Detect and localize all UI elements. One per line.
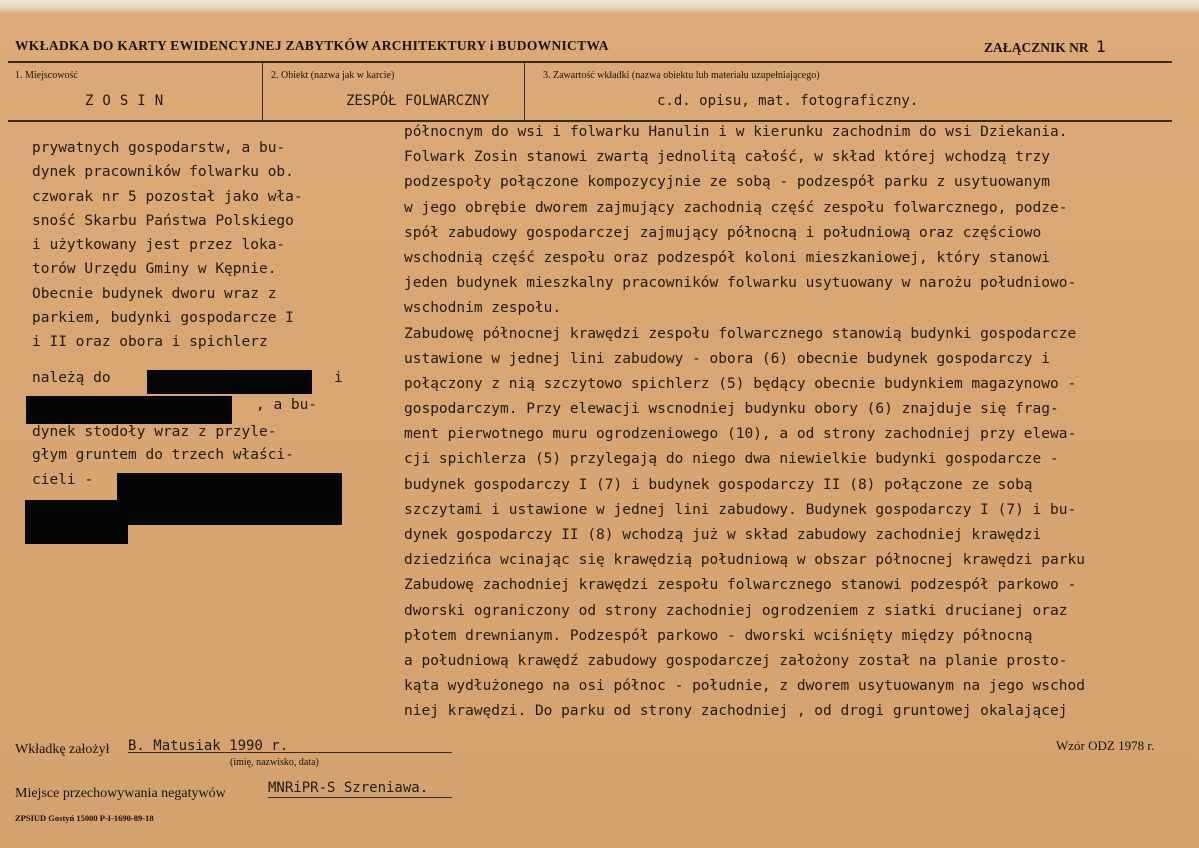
text-line: prywatnych gospodarstw, a bu- <box>32 140 286 156</box>
attachment-label: ZAŁĄCZNIK NR <box>984 40 1089 55</box>
text-line: Folwark Zosin stanowi zwartą jednolitą całość, w skład której wchodzą trzy <box>404 149 1051 166</box>
printer-imprint: ZPSIUD Gostyń 15000 P-I-1690-89-18 <box>15 813 154 823</box>
text-line: dworski ograniczony od strony zachodniej ogrodzeniem z siatki drucianej oraz <box>404 602 1068 619</box>
text-line: cji spichlerza (5) przylegają do niego dwa niewielkie budynki gospodarcze - <box>404 451 1059 468</box>
template-version: Wzór ODZ 1978 r. <box>1056 738 1155 753</box>
locality-value: ZOSIN <box>85 93 173 109</box>
text-line-owners-end: cieli - <box>32 472 94 488</box>
text-line: dynek stodoły wraz z przyle- <box>32 424 277 440</box>
contents-label: 3. Zawartość wkładki (nazwa obiektu lub materiału uzupełniającego) <box>543 70 820 81</box>
locality-label: 1. Miejscowość <box>15 70 78 81</box>
created-by-underline <box>128 752 452 753</box>
created-by-value: B. Matusiak 1990 r. <box>128 738 289 754</box>
text-line: niej krawędzi. Do parku od strony zachodniej , od drogi gruntowej okalającej <box>404 703 1068 720</box>
redaction-box <box>147 370 312 394</box>
created-by-label: Wkładkę założył <box>15 742 110 757</box>
text-line: wschodnią część zespołu oraz podzespół koloni mieszkaniowej, który stanowi <box>404 249 1051 266</box>
text-line: połączony z nią szczytowo spichlerz (5) będący obecnie budynkiem magazynowo - <box>404 375 1077 392</box>
text-line: szczytami i ustawione w jednej lini zabudowy. Budynek gospodarczy I (7) i bu- <box>404 501 1077 518</box>
text-line: i użytkowany jest przez loka- <box>32 237 286 254</box>
right-column-text <box>404 120 1190 725</box>
object-label: 2. Obiekt (nazwa jak w karcie) <box>271 70 395 81</box>
text-line: dynek gospodarczy II (8) wchodzą już w skład zabudowy zachodniej krawędzi <box>404 527 1042 543</box>
text-line: podzespoły połączone kompozycyjnie ze sobą - podzespół parku z usytuowanym <box>404 174 1051 191</box>
text-line: torów Urzędu Gminy w Kępnie. <box>32 261 277 278</box>
text-line: w jego obrębie dworem zajmujący zachodnią część zespołu folwarcznego, podze- <box>404 199 1068 216</box>
text-line: gospodarczym. Przy elewacji wscnodniej budynku obory (6) znajduje się frag- <box>404 401 1059 418</box>
text-line: czworak nr 5 pozostał jako wła- <box>32 188 303 205</box>
created-by-hint: (imię, nazwisko, data) <box>230 757 319 768</box>
header-divider-2 <box>524 62 525 121</box>
left-column-text <box>32 136 344 355</box>
text-line: wschodnim zespołu. <box>404 300 562 317</box>
attachment-number <box>984 37 1106 56</box>
redaction-box <box>26 396 232 424</box>
text-line: głym gruntem do trzech właści- <box>32 447 294 463</box>
text-line: sność Skarbu Państwa Polskiego <box>32 212 294 229</box>
text-line: Zabudowę zachodniej krawędzi zespołu folwarcznego stanowi podzespół parkowo - <box>404 577 1077 594</box>
text-line: Zabudowę północnej krawędzi zespołu folwarcznego stanowią budynki gospodarcze <box>404 325 1077 342</box>
paper-top-edge <box>0 0 1199 14</box>
text-line-building: , a bu- <box>256 397 318 413</box>
text-line: a południową krawędź zabudowy gospodarczej założony został na planie prosto- <box>404 652 1068 669</box>
text-line: kąta wydłużonego na osi północ - południe, z dworem usytuowanym na jego wschod <box>404 678 1085 695</box>
text-line: jeden budynek mieszkalny pracowników folwarku usytuowany w narożu południowo- <box>404 275 1077 292</box>
text-line: budynek gospodarczy I (7) i budynek gospodarczy II (8) połączone ze sobą <box>404 476 1033 493</box>
attachment-number-value: 1 <box>1096 37 1107 56</box>
object-value: ZESPÓŁ FOLWARCZNY <box>346 93 490 109</box>
text-line: i II oraz obora i spichlerz <box>32 334 268 351</box>
text-line: dziedzińca wcinając się krawędzią południową w obszar północnej krawędzi parku <box>404 552 1085 569</box>
text-line-owners: należą do <box>32 370 111 386</box>
text-line: północnym do wsi i folwarku Hanulin i w kierunku zachodnim do wsi Dziekania. <box>404 124 1068 140</box>
negatives-location-label: Miejsce przechowywania negatywów <box>15 786 226 801</box>
text-line: Obecnie budynek dworu wraz z <box>32 285 277 302</box>
contents-value: c.d. opisu, mat. fotograficzny. <box>657 93 919 109</box>
text-line: parkiem, budynki gospodarcze I <box>32 310 294 327</box>
text-line: ustawione w jednej lini zabudowy - obora (6) obecnie budynek gospodarczy i <box>404 350 1051 367</box>
text-line: ment pierwotnego muru ogrodzeniowego (10), a od strony zachodniej przy elewa- <box>404 426 1077 443</box>
form-title: WKŁADKA DO KARTY EWIDENCYJNEJ ZABYTKÓW ARCHITEKTURY i BUDOWNICTWA <box>15 38 609 53</box>
negatives-underline <box>268 797 452 798</box>
redaction-box <box>117 473 342 525</box>
negatives-location-value: MNRiPR-S Szreniawa. <box>268 780 429 796</box>
text-line: spół zabudowy gospodarczej zajmujący północną i południową oraz częściowo <box>404 224 1042 241</box>
header-top-rule <box>8 61 1172 63</box>
redaction-box <box>25 500 128 544</box>
text-line: dynek pracowników folwarku ob. <box>32 164 294 181</box>
text-line-and: i <box>334 370 343 386</box>
text-line: płotem drewnianym. Podzespół parkowo - dworski wciśnięty między północną <box>404 627 1033 644</box>
header-divider-1 <box>262 62 263 121</box>
